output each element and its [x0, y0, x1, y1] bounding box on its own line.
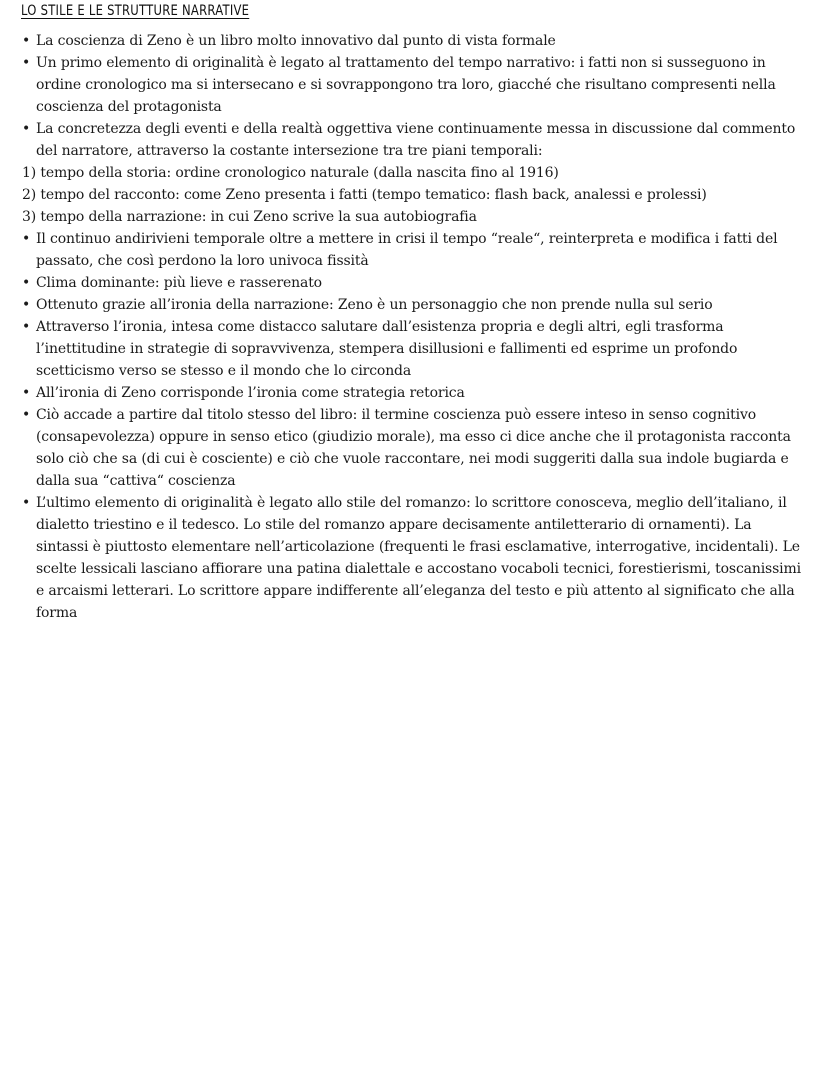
list-item-text: La coscienza di Zeno è un libro molto innovativo dal punto di vista formale: [36, 33, 556, 49]
list-item-text: Un primo elemento di originalità è legato al trattamento del tempo narrativo: i fatti non si susseguono in ordine cronologico ma si intersecano e si sovrappongono tra loro, giacché che risultano compresenti nella coscienza del protagonista: [36, 55, 776, 115]
bullet-icon: •: [22, 407, 31, 423]
list-item-bullet: [22, 30, 808, 52]
list-item-text: All’ironia di Zeno corrisponde l’ironia come strategia retorica: [36, 385, 465, 401]
bullet-icon: •: [22, 319, 31, 335]
list-item-numbered: 1) tempo della storia: ordine cronologico naturale (dalla nascita fino al 1916): [22, 165, 559, 181]
list-item-text: La concretezza degli eventi e della realtà oggettiva viene continuamente messa in discussione dal commento del narratore, attraverso la costante intersezione tra tre piani temporali:: [36, 121, 796, 159]
bullet-icon: •: [22, 231, 31, 247]
bullet-icon: •: [22, 33, 31, 49]
list-item-bullet: [22, 228, 808, 272]
list-item-numbered: 2) tempo del racconto: come Zeno presenta i fatti (tempo tematico: flash back, analessi e prolessi): [22, 187, 707, 203]
list-item-bullet: [22, 272, 808, 294]
notes-body: [22, 30, 808, 624]
list-item-text: Ottenuto grazie all’ironia della narrazione: Zeno è un personaggio che non prende nulla sul serio: [36, 297, 713, 313]
list-item-bullet: [22, 382, 808, 404]
bullet-icon: •: [22, 121, 31, 137]
list-item-bullet: [22, 52, 808, 118]
list-item-text: Il continuo andirivieni temporale oltre a mettere in crisi il tempo “reale“, reinterpreta e modifica i fatti del passato, che così perdono la loro univoca fissità: [36, 231, 778, 269]
list-item-bullet: [22, 492, 808, 624]
list-item-bullet: [22, 316, 808, 382]
list-item-numbered: 3) tempo della narrazione: in cui Zeno scrive la sua autobiografia: [22, 209, 477, 225]
bullet-icon: •: [22, 275, 31, 291]
bullet-icon: •: [22, 297, 31, 313]
bullet-icon: •: [22, 385, 31, 401]
list-item-bullet: [22, 118, 808, 162]
list-item-text: L’ultimo elemento di originalità è legato allo stile del romanzo: lo scrittore conosceva, meglio dell’italiano, il dialetto triestino e il tedesco. Lo stile del romanzo appare decisamente antiletterario di ornamenti). La sintassi è piuttosto elementare nell’articolazione (frequenti le frasi esclamative, interrogative, incidentali). Le scelte lessicali lasciano affiorare una patina dialettale e accostano vocaboli tecnici, forestierismi, toscanissimi e arcaismi letterari. Lo scrittore appare indifferente all’eleganza del testo e più attento al significato che alla forma: [36, 495, 801, 621]
bullet-icon: •: [22, 495, 31, 511]
list-item-text: Clima dominante: più lieve e rasserenato: [36, 275, 322, 291]
bullet-icon: •: [22, 55, 31, 71]
page-title: LO STILE E LE STRUTTURE NARRATIVE: [21, 3, 250, 19]
list-item-text: Attraverso l’ironia, intesa come distacco salutare dall’esistenza propria e degli altri, egli trasforma l’inettitudine in strategie di sopravvivenza, stempera disillusioni e fallimenti ed esprime un profondo scetticismo verso se stesso e il mondo che lo circonda: [36, 319, 738, 379]
list-item-text: Ciò accade a partire dal titolo stesso del libro: il termine coscienza può essere inteso in senso cognitivo (consapevolezza) oppure in senso etico (giudizio morale), ma esso ci dice anche che il protagonista racconta solo ciò che sa (di cui è cosciente) e ciò che vuole raccontare, nei modi suggeriti dalla sua indole bugiarda e dalla sua “cattiva“ coscienza: [36, 407, 791, 489]
list-item-bullet: [22, 294, 808, 316]
list-item-bullet: [22, 404, 808, 492]
